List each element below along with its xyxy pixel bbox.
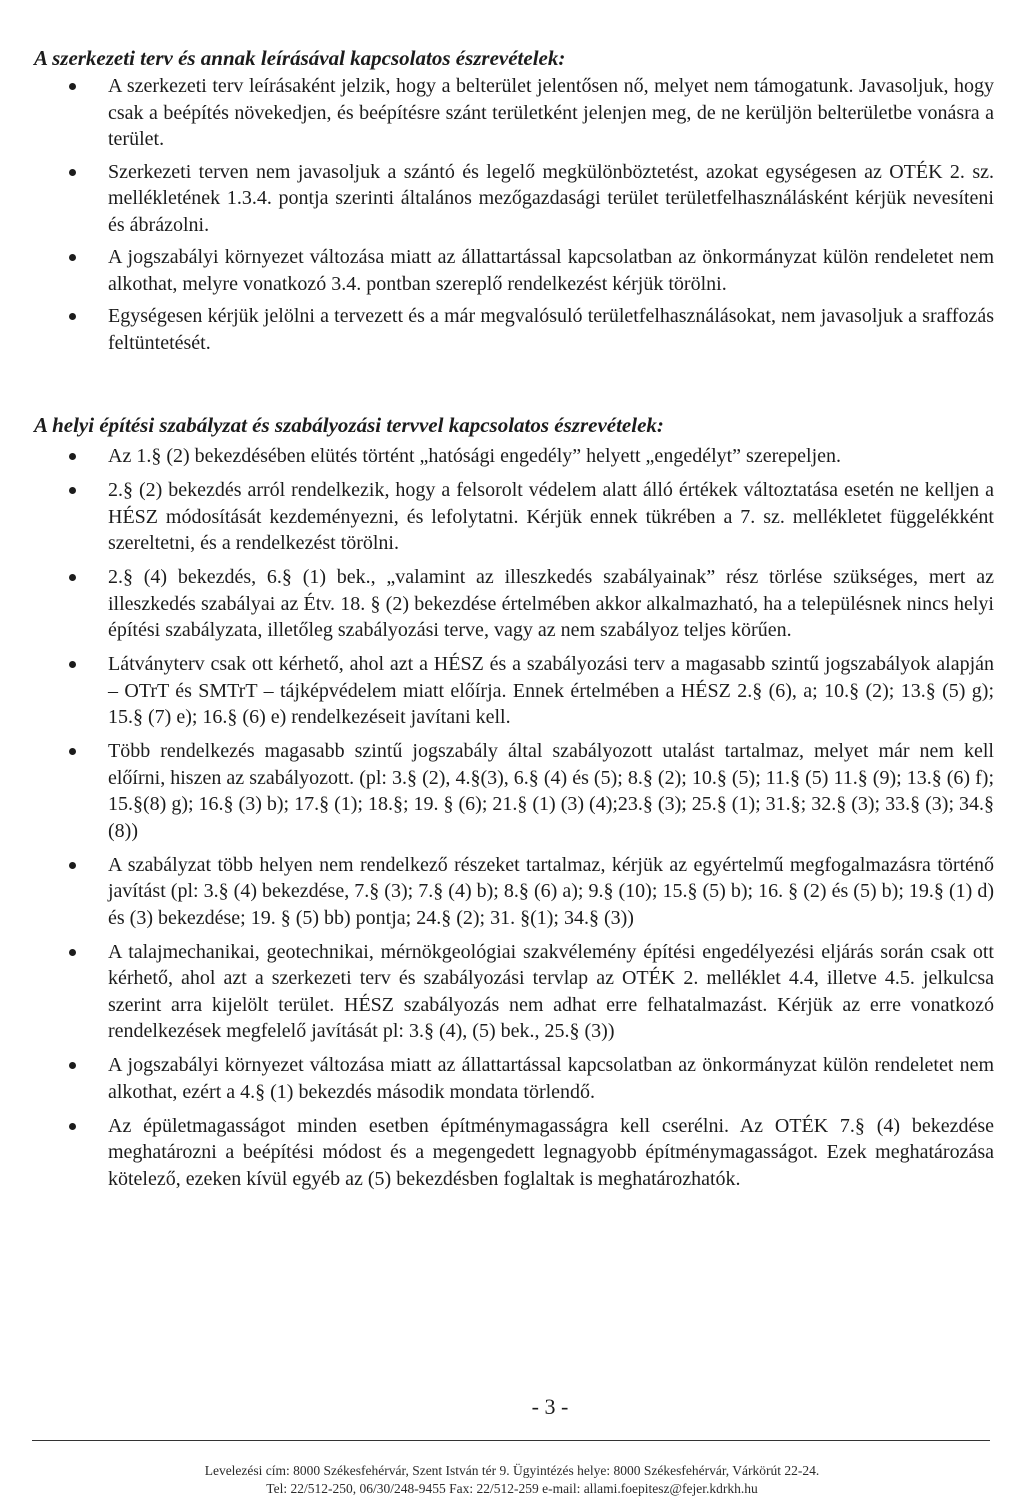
list-item-text: Egységesen kérjük jelölni a tervezett és a már megvalósuló területfelhasználásokat, nem javasoljuk a sraffozás feltüntetését. [108,305,994,354]
page-number: - 3 - [531,1394,569,1419]
list-item [0,443,994,470]
bullet-icon [69,487,76,494]
list-item-text: Szerkezeti terven nem javasoljuk a szántó és legelő megkülönböztetést, azokat egységesen az OTÉK 2. sz. mellékletének 1.3.4. pontja szerinti általános mezőgazdasági terület területfelhasználásként kérjük nevesíteni és ábrázolni. [108,160,994,236]
list-item [0,477,994,557]
bullet-icon [69,748,76,755]
list-item [0,939,994,1045]
list-item [0,564,994,644]
bullet-icon [69,83,76,90]
list-item-text: Az 1.§ (2) bekezdésében elütés történt „hatósági engedély” helyett „engedélyt” szerepeljen. [108,445,841,467]
bullet-icon [69,661,76,668]
list-item [0,1052,994,1105]
list-item-text: 2.§ (2) bekezdés arról rendelkezik, hogy a felsorolt védelem alatt álló értékek változtatása esetén ne kelljen a HÉSZ módosítását kezdeményezni, és lefolytatni. Kérjük ennek tükrében a 7. sz. mellékletet függelékként szereltetni, és a rendelkezést törölni. [108,479,994,554]
bullet-icon [69,169,76,176]
list-item [0,651,994,731]
list-item-text: Több rendelkezés magasabb szintű jogszabály által szabályozott utalást tartalmaz, melyet már nem kell előírni, hiszen az szabályozott. (pl: 3.§ (2), 4.§(3), 6.§ (4) és (5); 8.§ (2); 10.§ (5); 11.§ (5) 11.§ (9); 13.§ (6) f); 15.§(8) g); 16.§ (3) b); 17.§ (1); 18.§; 19. § (6); 21.§ (1) (3) (4);23.§ (3); 25.§ (1); 31.§; 32.§ (3); 33.§ (3); 34.§ (8)) [108,740,994,842]
bullet-icon [69,254,76,261]
building-regulation-remarks-list [0,443,1024,1200]
list-item [0,73,994,153]
footer-contact: Tel: 22/512-250, 06/30/248-9455 Fax: 22/512-259 e-mail: allami.foepitesz@fejer.kdrkh.hu [266,1481,758,1496]
footer-address: Levelezési cím: 8000 Székesfehérvár, Szent István tér 9. Ügyintézés helye: 8000 Székesfehérvár, Várkörút 22-24. [204,1463,820,1478]
list-item [0,303,994,356]
bullet-icon [69,1123,76,1130]
list-item-text: A szerkezeti terv leírásaként jelzik, hogy a belterület jelentősen nő, melyet nem támogatunk. Javasoljuk, hogy csak a beépítés növekedjen, és beépítésre szánt területként jelenjen meg, de ne kerüljön belterületbe vonásra a terület. [108,75,994,150]
section-heading-building-regulation: A helyi építési szabályzat és szabályozási tervvel kapcsolatos észrevételek: [34,413,664,437]
list-item [0,738,994,844]
list-item-text: A jogszabályi környezet változása miatt az állattartással kapcsolatban az önkormányzat külön rendeletet nem alkothat, ezért a 4.§ (1) bekezdés második mondata törlendő. [108,1054,994,1103]
bullet-icon [69,453,76,460]
list-item [0,159,994,239]
list-item-text: Látványterv csak ott kérhető, ahol azt a HÉSZ és a szabályozási terv a magasabb szintű jogszabályok alapján – OTrT és SMTrT – tájképvédelem miatt előírja. Ennek értelmében a HÉSZ 2.§ (6), a; 10.§ (2); 13.§ (5) g); 15.§ (7) e); 16.§ (6) e) rendelkezéseit javítani kell. [108,653,994,728]
footer-divider [32,1440,990,1441]
bullet-icon [69,862,76,869]
bullet-icon [69,313,76,320]
bullet-icon [69,949,76,956]
structure-plan-remarks-list [0,73,1024,362]
list-item-text: 2.§ (4) bekezdés, 6.§ (1) bek., „valamint az illeszkedés szabályainak” rész törlése szükséges, mert az illeszkedés szabályai az Étv. 18. § (2) bekezdése értelmében akkor alkalmazható, ha a településnek nincs helyi építési szabályzata, illetőleg szabályozási terve, vagy az nem szabályoz teljes körűen. [108,566,994,641]
list-item [0,1113,994,1193]
list-item-text: A jogszabályi környezet változása miatt az állattartással kapcsolatban az önkormányzat külön rendeletet nem alkothat, melyre vonatkozó 3.4. pontban szereplő rendelkezést kérjük törölni. [108,246,994,295]
section-heading-structure-plan: A szerkezeti terv és annak leírásával kapcsolatos észrevételek: [34,46,566,70]
bullet-icon [69,574,76,581]
list-item-text: A szabályzat több helyen nem rendelkező részeket tartalmaz, kérjük az egyértelmű megfogalmazásra történő javítást (pl: 3.§ (4) bekezdése, 7.§ (3); 7.§ (4) b); 8.§ (6) a); 9.§ (10); 15.§ (5) b); 16. § (2) és (5) b); 19.§ (1) d) és (3) bekezdése; 19. § (5) bb) pontja; 24.§ (2); 31. §(1); 34.§ (3)) [108,853,994,929]
bullet-icon [69,1062,76,1069]
list-item [0,244,994,297]
list-item-text: Az épületmagasságot minden esetben építménymagasságra kell cserélni. Az OTÉK 7.§ (4) bekezdése meghatározni a beépítési módost és a megengedett legnagyobb építménymagasságot. Ezek meghatározása kötelező, ezeken kívül egyéb az (5) bekezdésben foglaltak is meghatározhatók. [108,1114,994,1190]
list-item [0,852,994,932]
list-item-text: A talajmechanikai, geotechnikai, mérnökgeológiai szakvélemény építési engedélyezési eljárás során csak ott kérhető, ahol azt a szerkezeti terv és szabályozási tervlap az OTÉK 2. melléklet 4.4, illetve 4.5. jelkulcsa szerint arra kijelölt terület. HÉSZ szabályozás nem adhat erre felhatalmazást. Kérjük az erre vonatkozó rendelkezések megfelelő javítását pl: 3.§ (4), (5) bek., 25.§ (3)) [108,940,994,1042]
